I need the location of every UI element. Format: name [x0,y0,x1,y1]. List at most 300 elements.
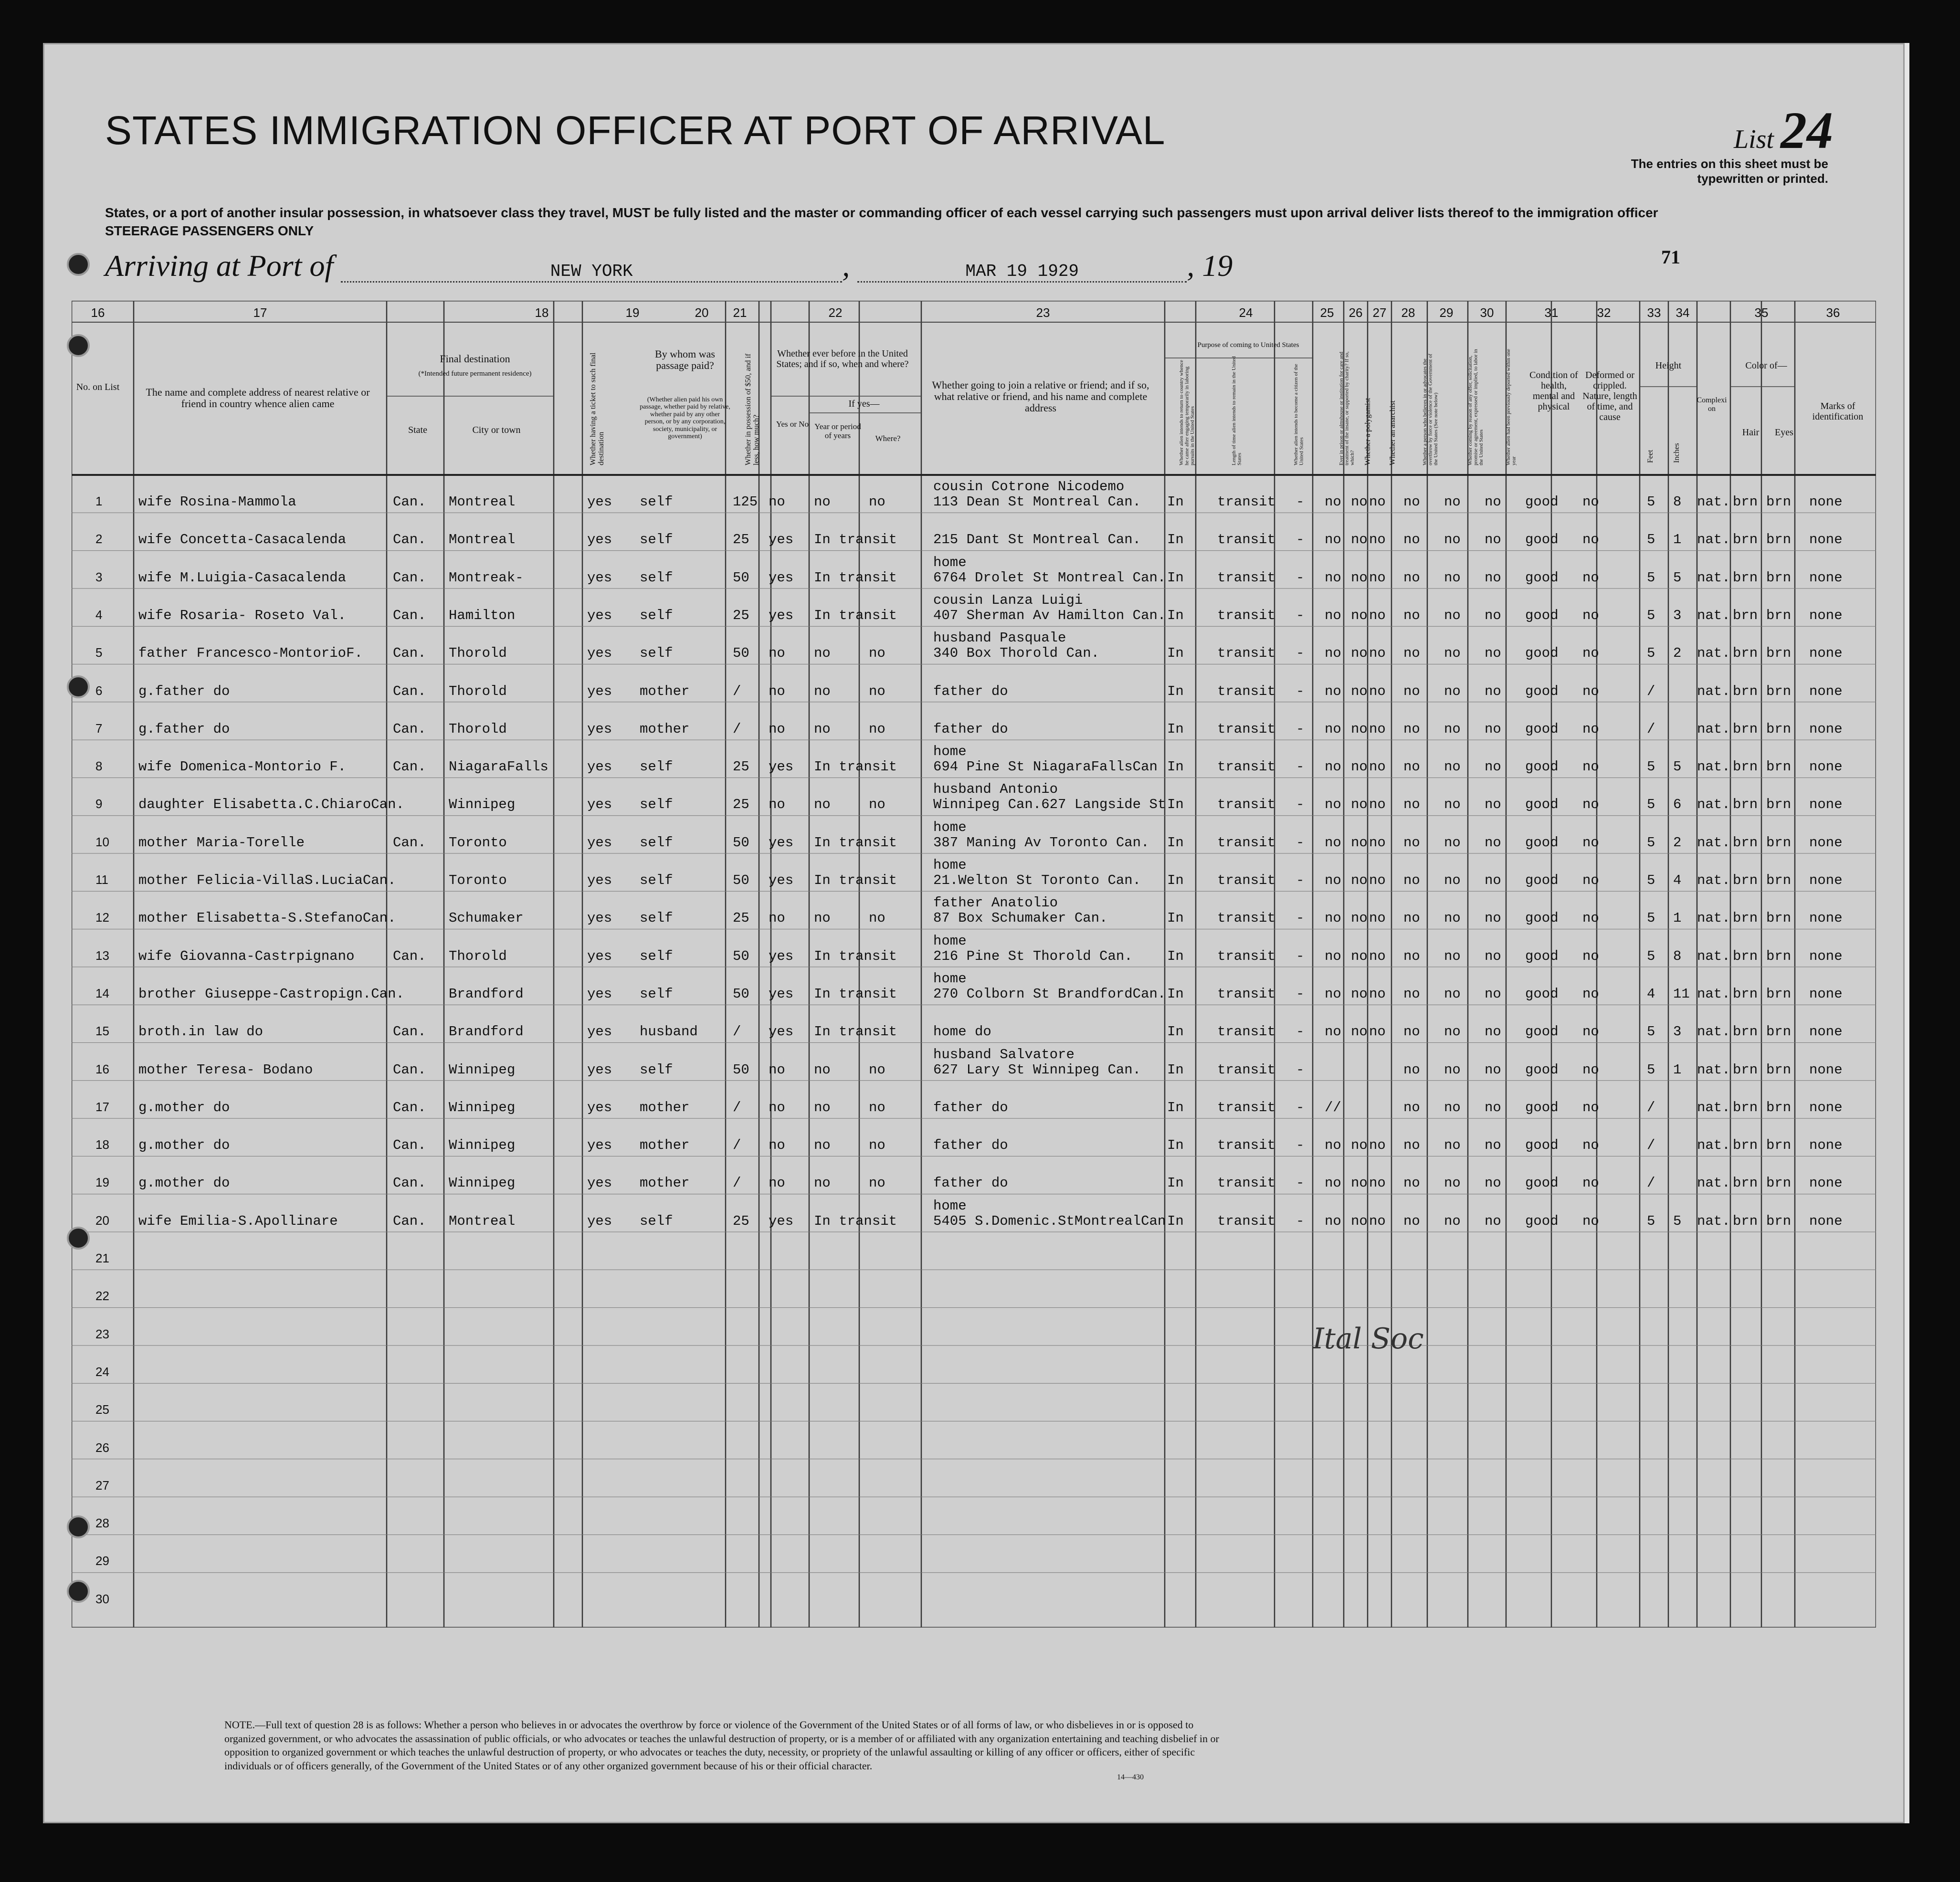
column-number: 17 [253,305,267,320]
cell-where: no [869,683,885,699]
cell-deformed: no [1582,986,1599,1002]
cell-c25: no [1325,1213,1341,1229]
column-number: 28 [1401,305,1415,320]
cell-eyes: brn [1766,873,1791,888]
cell-marks: none [1809,910,1843,926]
cell-c30: no [1485,1175,1501,1191]
cell-join-address: Winnipeg Can.627 Langside St [933,797,1166,813]
cell-deformed: no [1582,683,1599,699]
cell-state: Can. [393,683,426,699]
cell-year: In transit [814,834,897,851]
cell-money: 25 [733,607,749,623]
cell-c27: no [1369,948,1386,964]
cell-relative: g.mother do [138,1099,230,1115]
cell-state: Can. [393,721,426,737]
table-row [72,1194,1876,1232]
cell-feet: / [1647,1175,1655,1191]
cell-complexion: nat. [1697,910,1730,926]
cell-c26: no [1351,797,1368,813]
table-row [72,1118,1876,1156]
cell-c25: no [1325,834,1341,851]
cell-c30: no [1485,1062,1501,1078]
column-number: 23 [1036,305,1050,320]
cell-eyes: brn [1766,1099,1791,1115]
cell-before: yes [769,569,794,586]
cell-c27: no [1369,1024,1386,1040]
cell-ticket: yes [587,1024,612,1040]
binder-hole [67,334,90,357]
cell-complexion: nat. [1697,948,1730,964]
cell-before: yes [769,873,794,888]
cell-paid: mother [640,721,690,737]
cell-eyes: brn [1766,569,1791,586]
cell-before: no [769,797,785,813]
cell-deformed: no [1582,532,1599,548]
cell-money: 25 [733,759,749,775]
cell-money: 25 [733,910,749,926]
cell-c28: no [1403,986,1420,1002]
cell-deformed: no [1582,1062,1599,1078]
column-number: 18 [535,305,549,320]
cell-c26: no [1351,494,1368,510]
footnote-question-28: NOTE.—Full text of question 28 is as follows: Whether a person who believes in or advocates the overthrow by force or violence of the Government of the United States or of all forms of law, or who disbelieves in or is opposed to organized government, or who advocates the assassination of public officials, or who advocates or teaches the unlawful destruction of property, or is a member of or affiliated with any organization entertaining and teaching disbelief in or opposition to organized government or which teaches the unlawful destruction of property, or who advocates or teaches the duty, necessity, or propriety of the unlawful assaulting or killing of any officer or officers, either of specific individuals or of officers generally, of the Government of the United States or of any other organized government because of his or their official character. [224,1719,1219,1772]
cell-complexion: nat. [1697,683,1730,699]
cell-p3: - [1296,721,1305,737]
cell-join-relation: cousin Cotrone Nicodemo [933,479,1125,494]
cell-health: good [1525,721,1559,737]
table-row [72,513,1876,550]
table-row [72,664,1876,702]
cell-paid: mother [640,1099,690,1115]
table-row [72,1383,1876,1421]
cell-eyes: brn [1766,721,1791,737]
cell-city: Hamilton [449,607,516,623]
cell-state: Can. [393,948,426,964]
cell-p2: transit [1217,569,1275,586]
cell-inches: 1 [1673,1062,1682,1078]
cell-c29: no [1444,873,1461,888]
header-eyes: Eyes [1775,427,1793,438]
cell-p3: - [1296,873,1305,888]
header-height: Height [1655,360,1682,371]
header-ticket: Whether having a ticket to such final destination [589,352,605,465]
cell-feet: 5 [1647,948,1655,964]
cell-p1: In [1167,1099,1184,1115]
cell-feet: / [1647,683,1655,699]
cell-p3: - [1296,1062,1305,1078]
cell-paid: self [640,986,673,1002]
cell-hair: brn [1733,1137,1758,1154]
cell-join-address: 694 Pine St NiagaraFallsCan [933,759,1158,775]
binder-hole [67,253,90,276]
cell-c27: no [1369,683,1386,699]
steerage-label: STEERAGE PASSENGERS ONLY [105,223,314,238]
cell-ticket: yes [587,873,612,888]
cell-p1: In [1167,797,1184,813]
cell-state: Can. [393,759,426,775]
cell-hair: brn [1733,1213,1758,1229]
cell-p2: transit [1217,759,1275,775]
cell-state: Can. [393,1137,426,1154]
cell-join-relation: home [933,933,967,949]
cell-deformed: no [1582,873,1599,888]
row-number: 22 [95,1289,109,1304]
binder-hole [67,1515,90,1538]
cell-money: / [733,1024,741,1040]
cell-health: good [1525,494,1559,510]
cell-c27: no [1369,873,1386,888]
table-row [72,891,1876,929]
cell-deformed: no [1582,1213,1599,1229]
cell-deformed: no [1582,948,1599,964]
cell-ticket: yes [587,1175,612,1191]
table-row [72,1308,1876,1346]
cell-join-address: father do [933,1175,1008,1191]
cell-c30: no [1485,759,1501,775]
cell-where: no [869,910,885,926]
cell-c30: no [1485,494,1501,510]
arriving-label: Arriving at Port of [105,249,334,283]
cell-p2: transit [1217,1062,1275,1078]
cell-marks: none [1809,1062,1843,1078]
cell-before: yes [769,1024,794,1040]
cell-relative: wife Rosaria- Roseto Val. [138,607,347,623]
cell-where: no [869,1062,885,1078]
cell-p1: In [1167,759,1184,775]
cell-feet: / [1647,721,1655,737]
cell-marks: none [1809,607,1843,623]
cell-city: Brandford [449,986,524,1002]
cell-c30: no [1485,607,1501,623]
cell-p2: transit [1217,532,1275,548]
cell-p1: In [1167,910,1184,926]
cell-c28: no [1403,1137,1420,1154]
row-number: 15 [95,1024,109,1039]
cell-relative: g.mother do [138,1175,230,1191]
cell-paid: self [640,834,673,851]
cell-state: Can. [393,494,426,510]
table-row [72,589,1876,626]
cell-year: In transit [814,607,897,623]
table-row [72,1156,1876,1194]
cell-relative: mother Felicia-VillaS.LuciaCan. [138,873,396,888]
cell-deformed: no [1582,1175,1599,1191]
cell-where: no [869,1137,885,1154]
cell-ticket: yes [587,607,612,623]
cell-hair: brn [1733,683,1758,699]
cell-c25: no [1325,986,1341,1002]
cell-c28: no [1403,834,1420,851]
cell-complexion: nat. [1697,873,1730,888]
cell-deformed: no [1582,569,1599,586]
handwritten-annotation: Ital Soc [1313,1322,1424,1356]
header-final-destination-note: (*Intended future permanent residence) [418,370,532,378]
cell-paid: self [640,759,673,775]
cell-c29: no [1444,1175,1461,1191]
header-purpose-c: Whether alien intends to become a citizen of the United States [1293,364,1305,465]
column-number: 24 [1239,305,1253,320]
cell-join-relation: home [933,744,967,760]
row-number: 6 [95,683,103,698]
cell-c27: no [1369,494,1386,510]
cell-c30: no [1485,797,1501,813]
cell-marks: none [1809,948,1843,964]
row-number: 7 [95,721,103,736]
binder-hole [67,1227,90,1250]
cell-complexion: nat. [1697,1137,1730,1154]
cell-year: no [814,910,831,926]
cell-money: 25 [733,797,749,813]
cell-c28: no [1403,1175,1420,1191]
port-field: NEW YORK [341,262,842,283]
table-row [72,1459,1876,1497]
cell-feet: 5 [1647,834,1655,851]
cell-city: Toronto [449,834,507,851]
row-number: 23 [95,1326,109,1341]
cell-deformed: no [1582,910,1599,926]
cell-ticket: yes [587,569,612,586]
cell-city: Thorold [449,948,507,964]
cell-c30: no [1485,1213,1501,1229]
cell-relative: mother Elisabetta-S.StefanoCan. [138,910,396,926]
row-number: 4 [95,607,103,622]
cell-year: no [814,1175,831,1191]
cell-c28: no [1403,721,1420,737]
cell-feet: 5 [1647,607,1655,623]
cell-paid: self [640,1213,673,1229]
table-row [72,626,1876,664]
binder-hole [67,675,90,698]
cell-where: no [869,721,885,737]
row-number: 2 [95,532,103,547]
column-number: 31 [1544,305,1559,320]
cell-c29: no [1444,797,1461,813]
cell-state: Can. [393,1175,426,1191]
cell-before: yes [769,948,794,964]
cell-ticket: yes [587,683,612,699]
cell-inches: 3 [1673,1024,1682,1040]
cell-p1: In [1167,645,1184,662]
cell-health: good [1525,834,1559,851]
cell-city: Brandford [449,1024,524,1040]
cell-deformed: no [1582,1099,1599,1115]
cell-hair: brn [1733,1024,1758,1040]
cell-complexion: nat. [1697,1213,1730,1229]
cell-before: yes [769,986,794,1002]
row-number: 1 [95,494,103,508]
cell-p2: transit [1217,1024,1275,1040]
cell-inches: 5 [1673,759,1682,775]
cell-join-address: 627 Lary St Winnipeg Can. [933,1062,1141,1078]
header-state: State [408,425,427,435]
cell-money: 50 [733,569,749,586]
cell-inches: 6 [1673,797,1682,813]
cell-inches: 2 [1673,645,1682,662]
row-number: 24 [95,1364,109,1379]
cell-c28: no [1403,759,1420,775]
cell-c26: no [1351,721,1368,737]
cell-join-address: 5405 S.Domenic.StMontrealCan [933,1213,1166,1229]
cell-c26: no [1351,607,1368,623]
cell-marks: none [1809,1175,1843,1191]
table-row [72,1232,1876,1270]
cell-before: yes [769,759,794,775]
cell-p2: transit [1217,607,1275,623]
row-number: 8 [95,759,103,774]
cell-c27: no [1369,986,1386,1002]
cell-p1: In [1167,1175,1184,1191]
cell-health: good [1525,569,1559,586]
cell-health: good [1525,1213,1559,1229]
cell-complexion: nat. [1697,532,1730,548]
cell-relative: wife Rosina-Mammola [138,494,296,510]
cell-before: yes [769,607,794,623]
cell-p2: transit [1217,834,1275,851]
cell-c30: no [1485,645,1501,662]
cell-c29: no [1444,759,1461,775]
cell-join-relation: husband Pasquale [933,630,1066,646]
header-complexion: Complexion [1697,396,1727,413]
cell-paid: self [640,1062,673,1078]
cell-city: Winnipeg [449,1099,516,1115]
cell-ticket: yes [587,759,612,775]
cell-p1: In [1167,532,1184,548]
cell-p3: - [1296,494,1305,510]
cell-p1: In [1167,948,1184,964]
cell-ticket: yes [587,834,612,851]
cell-p3: - [1296,1024,1305,1040]
cell-before: yes [769,1213,794,1229]
cell-state: Can. [393,569,426,586]
table-row [72,778,1876,815]
cell-join-address: 6764 Drolet St Montreal Can. [933,569,1166,586]
cell-c25: no [1325,569,1341,586]
cell-ticket: yes [587,797,612,813]
header-relative: The name and complete address of nearest relative or friend in country whence alien came [146,386,370,410]
cell-year: no [814,1137,831,1154]
table-row [72,816,1876,853]
cell-c29: no [1444,1137,1461,1154]
cell-health: good [1525,948,1559,964]
cell-relative: father Francesco-MontorioF. [138,645,363,662]
cell-c30: no [1485,569,1501,586]
list-label: List [1733,125,1774,154]
cell-hair: brn [1733,532,1758,548]
cell-marks: none [1809,1137,1843,1154]
cell-year: no [814,494,831,510]
cell-where: no [869,494,885,510]
row-number: 3 [95,569,103,584]
header-purpose: Purpose of coming to United States [1197,341,1299,349]
cell-city: Winnipeg [449,1137,516,1154]
cell-join-relation: home [933,1198,967,1214]
cell-before: no [769,721,785,737]
row-number: 26 [95,1440,109,1455]
cell-c28: no [1403,569,1420,586]
cell-c27: no [1369,1213,1386,1229]
cell-join-address: father do [933,721,1008,737]
cell-eyes: brn [1766,494,1791,510]
cell-feet: 5 [1647,873,1655,888]
cell-p1: In [1167,1137,1184,1154]
cell-p2: transit [1217,1175,1275,1191]
cell-eyes: brn [1766,759,1791,775]
cell-c29: no [1444,948,1461,964]
cell-join-address: 387 Maning Av Toronto Can. [933,834,1149,851]
cell-before: no [769,1175,785,1191]
header-ever-before: Whether ever before in the United States; and if so, when and where? [776,348,909,369]
cell-deformed: no [1582,1024,1599,1040]
cell-c30: no [1485,873,1501,888]
table-row [72,1081,1876,1118]
cell-join-address: 113 Dean St Montreal Can. [933,494,1141,510]
table-row [72,1535,1876,1572]
cell-join-address: 216 Pine St Thorold Can. [933,948,1133,964]
cell-money: / [733,1099,741,1115]
cell-marks: none [1809,494,1843,510]
cell-c25: no [1325,532,1341,548]
cell-c26: no [1351,1175,1368,1191]
cell-year: no [814,721,831,737]
cell-eyes: brn [1766,948,1791,964]
cell-money: 50 [733,948,749,964]
cell-c27: no [1369,607,1386,623]
cell-ticket: yes [587,986,612,1002]
cell-money: 50 [733,873,749,888]
cell-paid: self [640,873,673,888]
cell-p3: - [1296,1099,1305,1115]
cell-p2: transit [1217,910,1275,926]
cell-c28: no [1403,1062,1420,1078]
table-row [72,740,1876,778]
header-polygamist: Whether a polygamist [1364,398,1372,465]
cell-hair: brn [1733,645,1758,662]
cell-feet: 5 [1647,759,1655,775]
cell-health: good [1525,1175,1559,1191]
cell-join-relation: cousin Lanza Luigi [933,592,1083,608]
cell-inches: 1 [1673,532,1682,548]
cell-hair: brn [1733,834,1758,851]
cell-c29: no [1444,569,1461,586]
cell-hair: brn [1733,873,1758,888]
cell-c29: no [1444,986,1461,1002]
column-number: 19 [625,305,640,320]
cell-complexion: nat. [1697,986,1730,1002]
cell-city: Thorold [449,683,507,699]
cell-c26: no [1351,834,1368,851]
cell-feet: / [1647,1099,1655,1115]
cell-c30: no [1485,834,1501,851]
cell-p3: - [1296,1213,1305,1229]
row-number: 11 [95,873,108,887]
cell-city: Winnipeg [449,1062,516,1078]
cell-marks: none [1809,1024,1843,1040]
cell-deformed: no [1582,494,1599,510]
cell-complexion: nat. [1697,1024,1730,1040]
cell-c30: no [1485,532,1501,548]
cell-marks: none [1809,721,1843,737]
cell-hair: brn [1733,1062,1758,1078]
table-row [72,967,1876,1005]
cell-hair: brn [1733,607,1758,623]
cell-money: 25 [733,1213,749,1229]
cell-before: yes [769,532,794,548]
header-inches: Inches [1673,443,1681,463]
table-row [72,1421,1876,1459]
cell-join-address: father do [933,1137,1008,1154]
row-number: 14 [95,986,109,1000]
header-feet: Feet [1646,450,1654,463]
